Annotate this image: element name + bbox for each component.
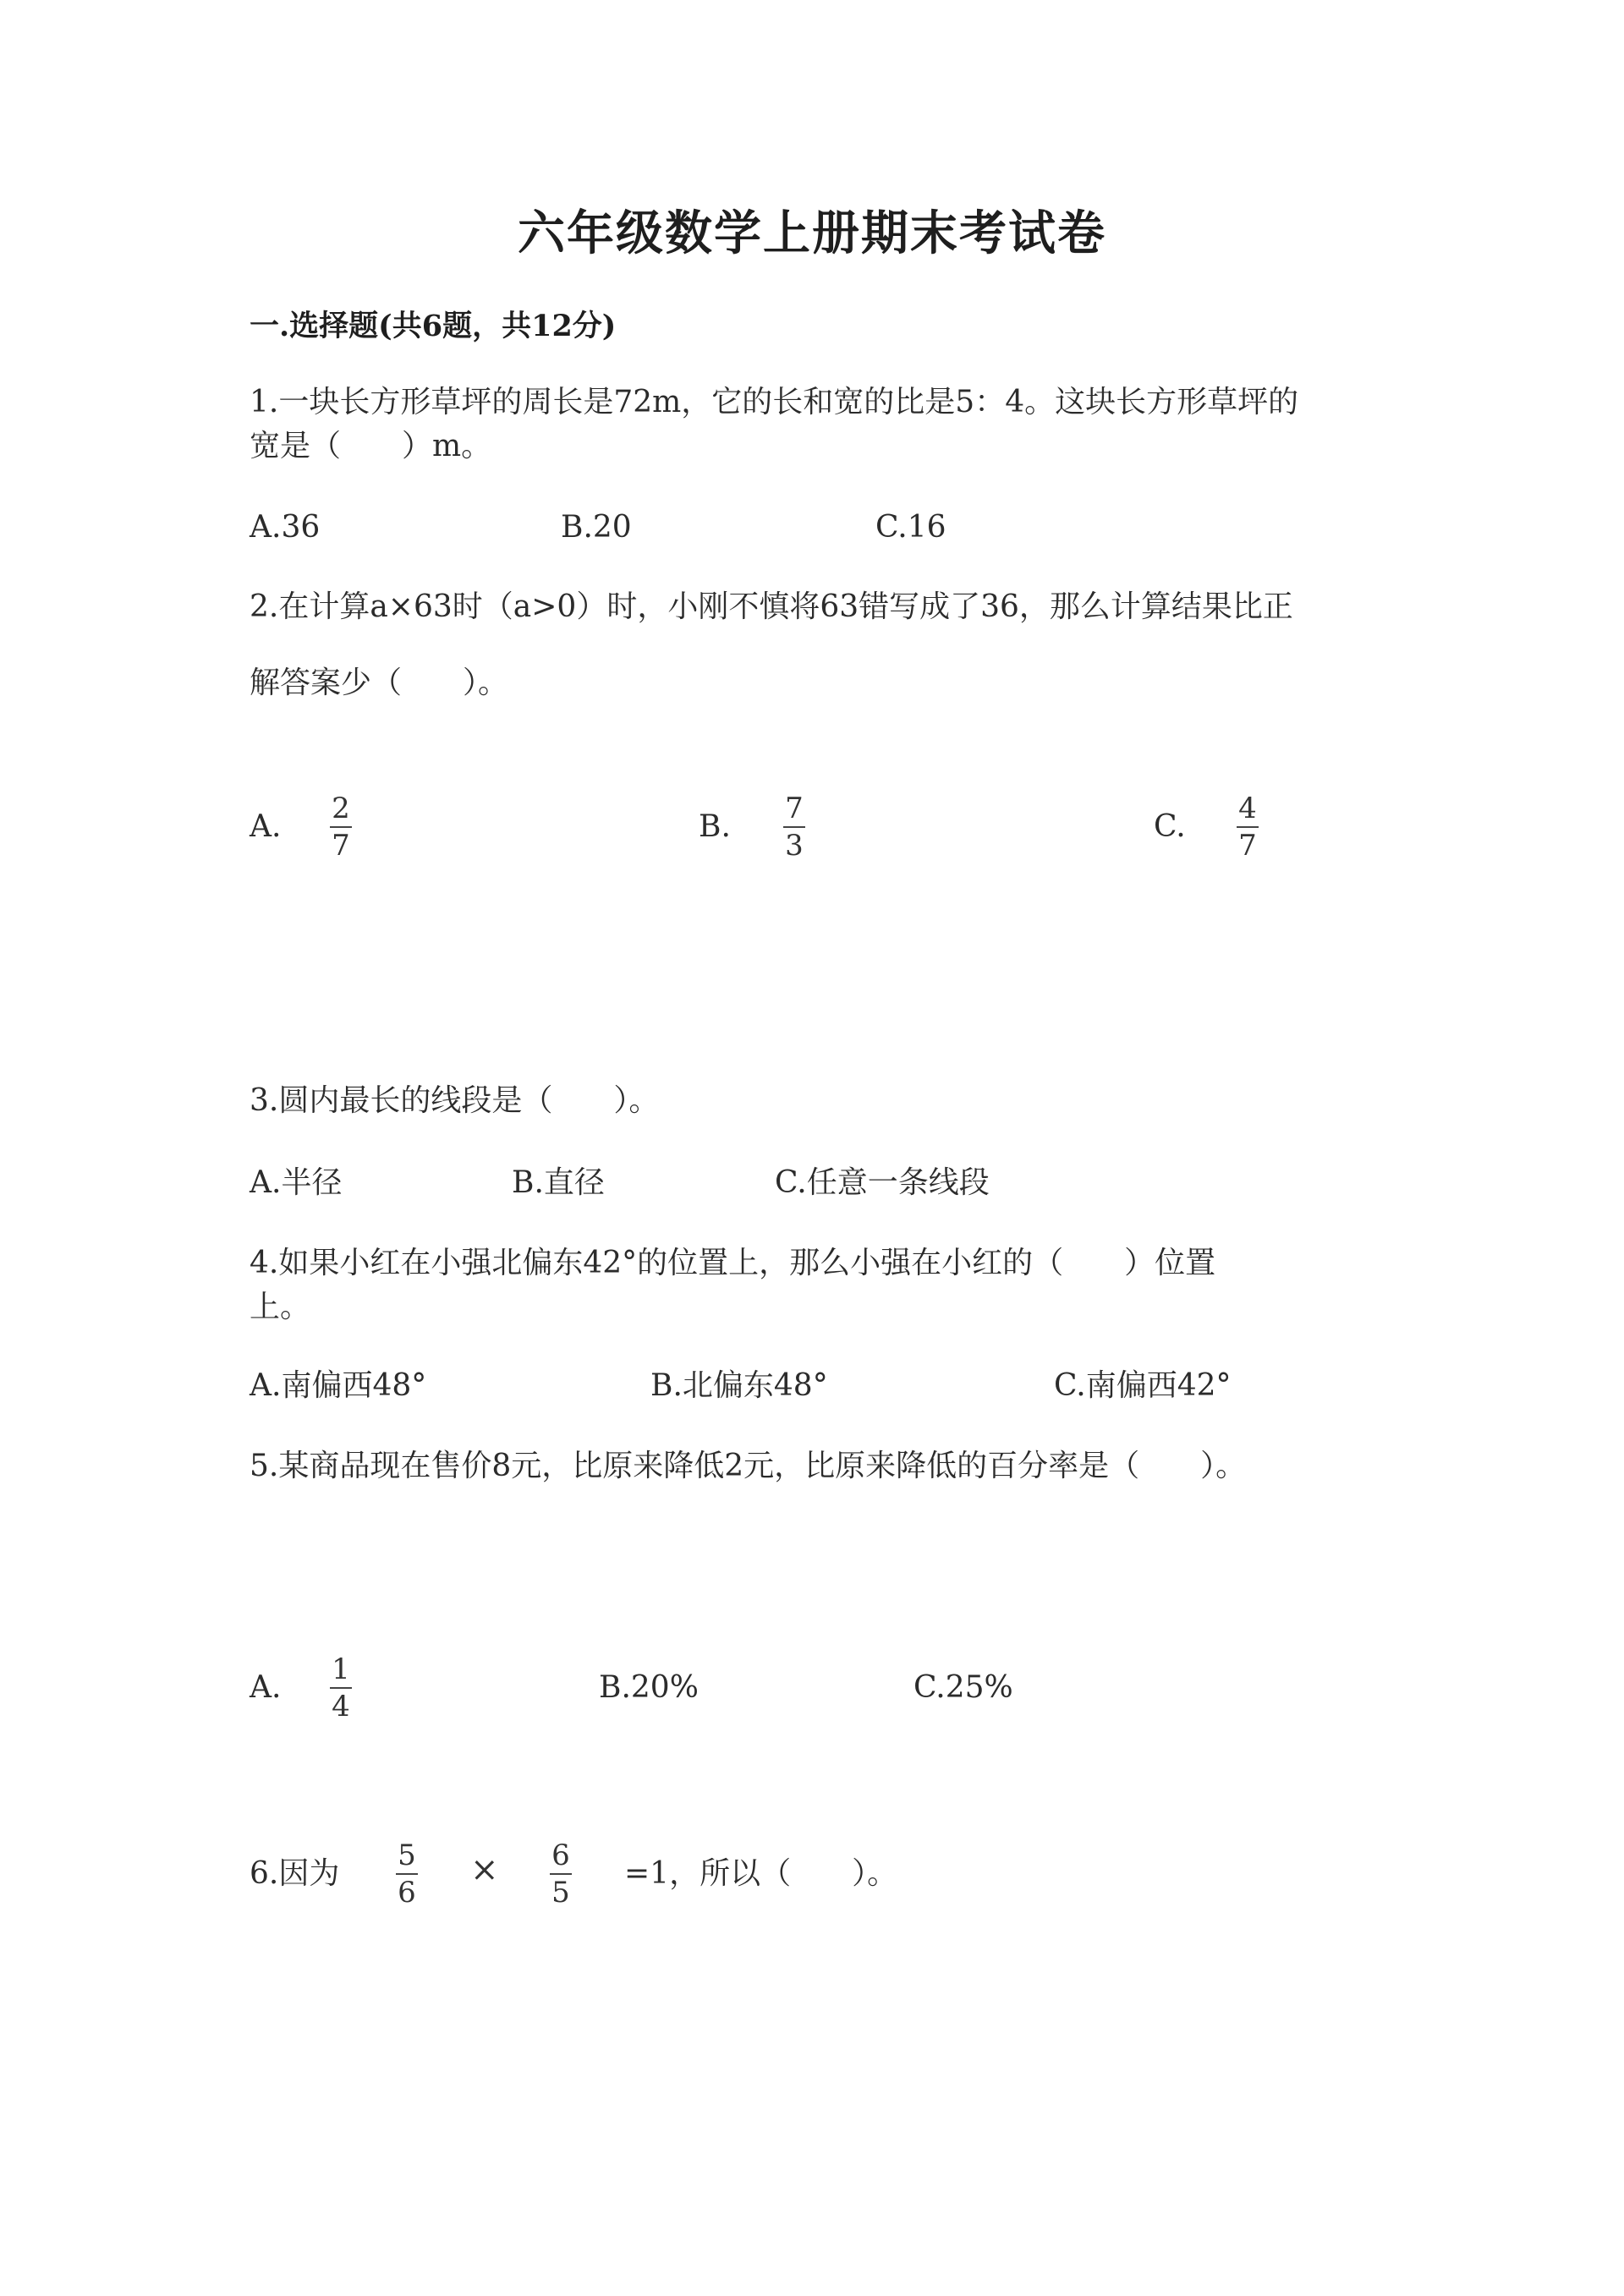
fraction-numerator: 5: [398, 1838, 416, 1872]
fraction-bar: [330, 826, 352, 828]
fraction-numerator: 4: [1238, 792, 1257, 825]
fraction-bar: [396, 1873, 418, 1875]
question-6-fraction-1: [396, 1840, 418, 1908]
fraction-denominator: 7: [332, 829, 350, 863]
question-2-option-b-fraction: [783, 793, 805, 861]
fraction-denominator: 3: [785, 829, 804, 863]
question-5-option-b: B.20%: [599, 1670, 699, 1705]
fraction-numerator: 1: [332, 1652, 350, 1686]
question-2-option-a-fraction: [330, 793, 352, 861]
question-6-suffix: =1，所以（ ）。: [624, 1856, 898, 1891]
question-6-fraction-2: [550, 1840, 572, 1908]
question-1-option-a: A.36: [250, 510, 321, 545]
fraction-bar: [330, 1687, 352, 1689]
question-4-line-1: 4.如果小红在小强北偏东42°的位置上，那么小强在小红的（ ）位置: [250, 1246, 1216, 1280]
question-4-option-b: B.北偏东48°: [650, 1368, 828, 1403]
question-3-option-c: C.任意一条线段: [775, 1165, 990, 1200]
section-heading: 一.选择题(共6题，共12分): [250, 309, 617, 343]
question-1-line-1: 1.一块长方形草坪的周长是72m，它的长和宽的比是5：4。这块长方形草坪的: [250, 385, 1299, 419]
question-5-line-1: 5.某商品现在售价8元，比原来降低2元，比原来降低的百分率是（ ）。: [250, 1449, 1247, 1483]
question-3-line-1: 3.圆内最长的线段是（ ）。: [250, 1083, 660, 1118]
question-2-option-c-label: C.: [1154, 809, 1186, 844]
question-1-option-c: C.16: [875, 510, 946, 545]
question-4-line-2: 上。: [250, 1290, 311, 1324]
fraction-denominator: 5: [551, 1876, 570, 1910]
fraction-denominator: 4: [332, 1690, 350, 1723]
fraction-bar: [550, 1873, 572, 1875]
question-2-line-2: 解答案少（ ）。: [250, 666, 509, 700]
page-title: 六年级数学上册期末考试卷: [518, 205, 1106, 261]
fraction-numerator: 2: [332, 792, 350, 825]
fraction-bar: [783, 826, 805, 828]
question-2-option-a-label: A.: [250, 809, 282, 844]
question-5-option-a-label: A.: [250, 1670, 282, 1705]
fraction-denominator: 6: [398, 1876, 416, 1910]
question-2-option-b-label: B.: [699, 809, 731, 844]
question-6-prefix: 6.因为: [250, 1856, 340, 1891]
question-4-option-a: A.南偏西48°: [250, 1368, 427, 1403]
fraction-numerator: 6: [551, 1838, 570, 1872]
question-1-option-b: B.20: [561, 510, 632, 545]
fraction-denominator: 7: [1238, 829, 1257, 863]
question-2-option-c-fraction: [1237, 793, 1259, 861]
question-4-option-c: C.南偏西42°: [1054, 1368, 1232, 1403]
question-5-option-a-fraction: [330, 1654, 352, 1722]
question-3-option-a: A.半径: [250, 1165, 343, 1200]
question-5-option-c: C.25%: [914, 1670, 1013, 1705]
question-3-option-b: B.直径: [512, 1165, 605, 1200]
fraction-numerator: 7: [785, 792, 804, 825]
question-1-line-2: 宽是（ ）m。: [250, 429, 492, 463]
question-6-times-sign: ×: [470, 1850, 499, 1889]
fraction-bar: [1237, 826, 1259, 828]
question-2-line-1: 2.在计算a×63时（a>0）时，小刚不慎将63错写成了36，那么计算结果比正: [250, 589, 1293, 624]
